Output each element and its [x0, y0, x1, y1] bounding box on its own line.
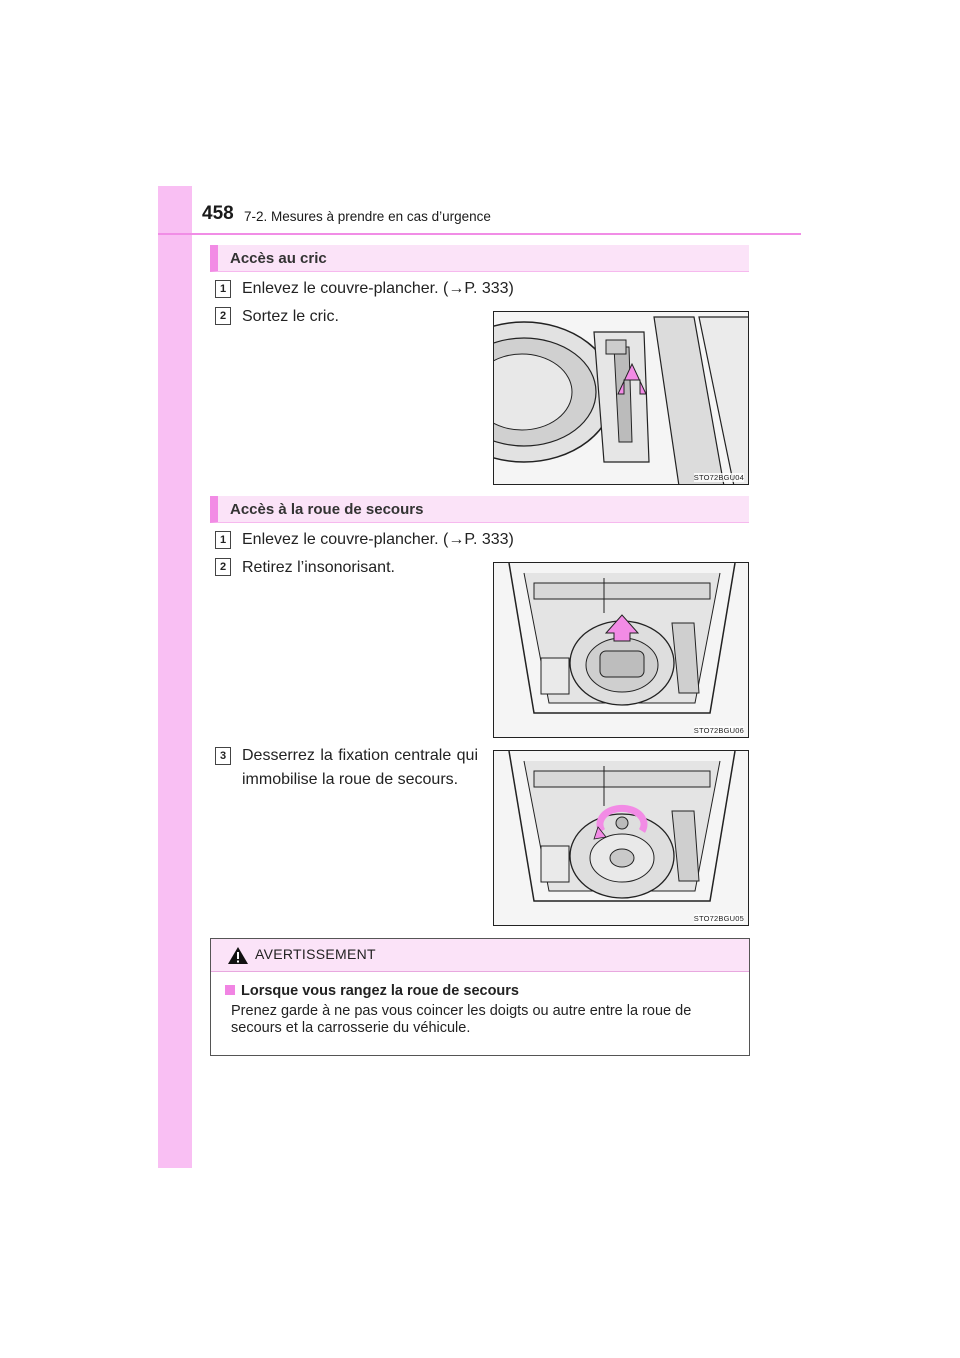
step-text: Enlevez le couvre-plancher. (→P. 333): [242, 531, 514, 548]
warning-body: Prenez garde à ne pas vous coincer les doigts ou autre entre la roue de secours et la carrosserie du véhicule.: [231, 1003, 692, 1036]
section-title: Accès au cric: [230, 250, 327, 267]
step-text: Retirez l’insonorisant.: [242, 559, 395, 576]
spare-tire-fastener-illustration: [493, 750, 749, 926]
step-number: 1: [215, 280, 231, 298]
chapter-title: 7-2. Mesures à prendre en cas d’urgence: [244, 209, 491, 224]
figure-code: STO72BGU04: [693, 473, 744, 482]
page-number: 458: [202, 203, 234, 224]
section-header-jack-access: [210, 245, 749, 272]
warning-title: AVERTISSEMENT: [255, 946, 376, 962]
figure-code: STO72BGU06: [693, 726, 744, 735]
pink-square-bullet-icon: [225, 985, 235, 995]
step-text: Desserrez la fixation centrale qui immobilise la roue de secours.: [242, 747, 478, 788]
warning-triangle-icon: [227, 946, 249, 965]
section-header-spare-tire-access: [210, 496, 749, 523]
step-number: 3: [215, 747, 231, 765]
warning-item-title: [225, 983, 519, 999]
warning-box: [210, 938, 750, 1056]
figure-code: STO72BGU05: [693, 914, 744, 923]
header-divider: [158, 233, 801, 235]
warning-header: [211, 939, 749, 972]
step-text: Sortez le cric.: [242, 308, 339, 325]
step-text: Enlevez le couvre-plancher. (→P. 333): [242, 280, 514, 297]
section-title: Accès à la roue de secours: [230, 501, 424, 518]
spare-tire-cover-illustration: [493, 562, 749, 738]
jack-illustration: [493, 311, 749, 485]
step-number: 2: [215, 558, 231, 576]
warning-item-heading: Lorsque vous rangez la roue de secours: [241, 983, 519, 999]
step-number: 1: [215, 531, 231, 549]
chapter-side-tab: [158, 186, 192, 1168]
step-number: 2: [215, 307, 231, 325]
